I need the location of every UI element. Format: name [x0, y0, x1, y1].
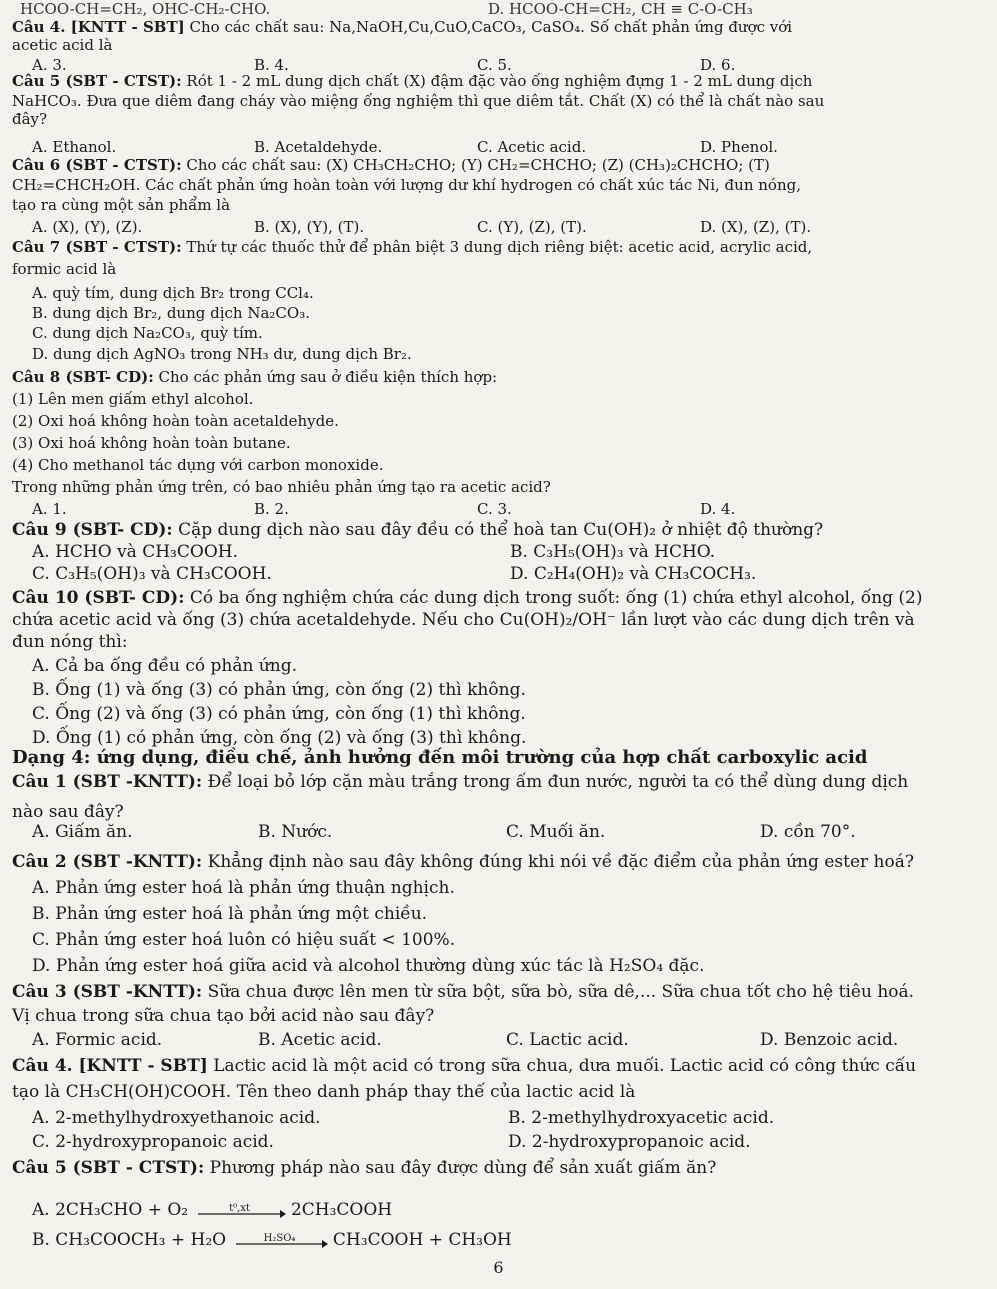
question-5a-cont: NaHCO₃. Đưa que diêm đang cháy vào miệng ống nghiệm thì que diêm tắt. Chất (X) có thể là chất nào sau [12, 92, 825, 110]
question-label: Câu 8 (SBT- CD): [12, 368, 154, 386]
question-5a-cont2: đây? [12, 110, 48, 128]
question-4a [12, 18, 792, 36]
question-label: Câu 1 (SBT -KNTT): [12, 772, 203, 792]
question-text: Thứ tự các thuốc thử để phân biệt 3 dung dịch riêng biệt: acetic acid, acrylic acid, [186, 238, 813, 256]
option-d: D. Phản ứng ester hoá giữa acid và alcohol thường dùng xúc tác là H₂SO₄ đặc. [32, 956, 705, 976]
question-10-cont: chứa acetic acid và ống (3) chứa acetaldehyde. Nếu cho Cu(OH)₂/OH⁻ lần lượt vào các dung dịch trên và [12, 610, 915, 630]
option-c: C. 2-hydroxypropanoic acid. [32, 1132, 274, 1152]
question-label: Câu 3 (SBT -KNTT): [12, 982, 203, 1002]
question-7-cont: formic acid là [12, 260, 117, 278]
arrow-icon [232, 1231, 328, 1251]
option-c: C. Phản ứng ester hoá luôn có hiệu suất < 100%. [32, 930, 456, 950]
option-b: B. Phản ứng ester hoá là phản ứng một chiều. [32, 904, 428, 924]
options-8 [32, 500, 992, 518]
option-b: B. Ống (1) và ống (3) có phản ứng, còn ống (2) thì không. [32, 680, 526, 700]
question-label: Câu 5 (SBT - CTST): [12, 72, 182, 90]
question-label: Câu 10 (SBT- CD): [12, 588, 185, 608]
question-6-cont2: tạo ra cùng một sản phẩm là [12, 196, 231, 214]
option-c: C. 3. [477, 500, 512, 518]
reaction-item-1: (1) Lên men giấm ethyl alcohol. [12, 390, 254, 408]
option-a: A. (X), (Y), (Z). [32, 218, 143, 236]
option-a: A. Phản ứng ester hoá là phản ứng thuận nghịch. [32, 878, 455, 898]
option-b: B. 2-methylhydroxyacetic acid. [508, 1108, 775, 1128]
question-1-cont: nào sau đây? [12, 802, 124, 822]
option-c: C. dung dịch Na₂CO₃, quỳ tím. [32, 324, 263, 342]
question-text: Để loại bỏ lớp cặn màu trắng trong ấm đun nước, người ta có thể dùng dung dịch [207, 772, 909, 792]
option-d: D. Ống (1) có phản ứng, còn ống (2) và ống (3) thì không. [32, 728, 527, 748]
question-1 [12, 772, 908, 792]
option-d: D. Phenol. [700, 138, 778, 156]
question-9 [12, 520, 823, 540]
reaction-item-3: (3) Oxi hoá không hoàn toàn butane. [12, 434, 291, 452]
question-5a [12, 72, 812, 90]
top-fragment-right: D. HCOO-CH=CH₂, CH ≡ C-O-CH₃ [488, 0, 753, 18]
options-1 [32, 822, 992, 842]
options-6 [32, 218, 992, 236]
option-a: A. Giấm ăn. [32, 822, 133, 842]
option-b: B. Nước. [258, 822, 333, 842]
option-d: D. Benzoic acid. [760, 1030, 899, 1050]
question-text: Phương pháp nào sau đây được dùng để sản xuất giấm ăn? [209, 1158, 717, 1178]
page-number: 6 [493, 1258, 504, 1277]
option-a: A. HCHO và CH₃COOH. [32, 542, 238, 562]
question-10 [12, 588, 923, 608]
question-label: Câu 2 (SBT -KNTT): [12, 852, 203, 872]
question-6 [12, 156, 770, 174]
options-5a [32, 138, 992, 156]
question-text: Cặp dung dịch nào sau đây đều có thể hoà tan Cu(OH)₂ ở nhiệt độ thường? [178, 520, 824, 540]
reaction-condition: H₂SO₄ [263, 1232, 296, 1244]
option-a: A. 2-methylhydroxyethanoic acid. [32, 1108, 321, 1128]
option-b-equation [32, 1230, 512, 1251]
option-c: C. (Y), (Z), (T). [477, 218, 587, 236]
option-c: C. Muối ăn. [506, 822, 606, 842]
option-b: B. C₃H₅(OH)₃ và HCHO. [510, 542, 716, 562]
question-label: Câu 5 (SBT - CTST): [12, 1158, 205, 1178]
reaction-item-2: (2) Oxi hoá không hoàn toàn acetaldehyde. [12, 412, 339, 430]
question-4b-cont: tạo là CH₃CH(OH)COOH. Tên theo danh pháp thay thế của lactic acid là [12, 1082, 636, 1102]
option-a-equation [32, 1200, 392, 1221]
options-9-row1 [32, 542, 992, 562]
question-text: Cho các chất sau: (X) CH₃CH₂CHO; (Y) CH₂=CHCHO; (Z) (CH₃)₂CHCHO; (T) [186, 156, 770, 174]
option-a: A. 1. [32, 500, 67, 518]
option-b: B. Acetaldehyde. [254, 138, 383, 156]
option-b: B. 4. [254, 56, 289, 74]
option-c: C. Lactic acid. [506, 1030, 629, 1050]
option-d: D. 6. [700, 56, 736, 74]
option-b: B. 2. [254, 500, 289, 518]
options-9-row2 [32, 564, 992, 584]
option-d: D. dung dịch AgNO₃ trong NH₃ dư, dung dịch Br₂. [32, 345, 412, 363]
option-d: D. 2-hydroxypropanoic acid. [508, 1132, 751, 1152]
reaction-arrow [232, 1231, 328, 1251]
question-text: Cho các phản ứng sau ở điều kiện thích hợp: [158, 368, 498, 386]
section-title: Dạng 4: ứng dụng, điều chế, ảnh hưởng đến môi trường của hợp chất carboxylic acid [12, 747, 868, 768]
question-text: Lactic acid là một acid có trong sữa chua, dưa muối. Lactic acid có công thức cấu [213, 1056, 917, 1076]
option-d: D. 4. [700, 500, 736, 518]
option-a: A. 3. [32, 56, 67, 74]
options-4b-row1 [32, 1108, 992, 1128]
question-text: Cho các chất sau: Na,NaOH,Cu,CuO,CaCO₃, CaSO₄. Số chất phản ứng được với [189, 18, 793, 36]
question-text: Rót 1 - 2 mL dung dịch chất (X) đậm đặc vào ống nghiệm đựng 1 - 2 mL dung dịch [186, 72, 813, 90]
reactants: B. CH₃COOCH₃ + H₂O [32, 1230, 227, 1250]
question-2 [12, 852, 914, 872]
question-label: Câu 7 (SBT - CTST): [12, 238, 182, 256]
products: 2CH₃COOH [290, 1200, 393, 1220]
question-5b [12, 1158, 716, 1178]
question-4a-cont: acetic acid là [12, 36, 113, 54]
question-10-cont2: đun nóng thì: [12, 632, 128, 652]
question-8-cont: Trong những phản ứng trên, có bao nhiêu phản ứng tạo ra acetic acid? [12, 478, 551, 496]
question-8 [12, 368, 497, 386]
arrow-icon [194, 1201, 286, 1221]
option-d: D. cồn 70°. [760, 822, 856, 842]
option-d: D. C₂H₄(OH)₂ và CH₃COCH₃. [510, 564, 757, 584]
question-label: Câu 9 (SBT- CD): [12, 520, 173, 540]
question-label: Câu 6 (SBT - CTST): [12, 156, 182, 174]
question-text: Khẳng định nào sau đây không đúng khi nói về đặc điểm của phản ứng ester hoá? [207, 852, 914, 872]
options-4b-row2 [32, 1132, 992, 1152]
option-c: C. Acetic acid. [477, 138, 587, 156]
question-7 [12, 238, 812, 256]
reaction-item-4: (4) Cho methanol tác dụng với carbon monoxide. [12, 456, 384, 474]
option-a: A. Ethanol. [32, 138, 117, 156]
question-3-cont: Vị chua trong sữa chua tạo bởi acid nào sau đây? [12, 1006, 435, 1026]
option-b: B. dung dịch Br₂, dung dịch Na₂CO₃. [32, 304, 310, 322]
option-a: A. Formic acid. [32, 1030, 163, 1050]
option-b: B. Acetic acid. [258, 1030, 382, 1050]
question-3 [12, 982, 914, 1002]
options-3 [32, 1030, 992, 1050]
reaction-condition: t⁰,xt [229, 1202, 250, 1214]
top-fragment-left: HCOO-CH=CH₂, OHC-CH₂-CHO. [20, 0, 271, 18]
question-4b [12, 1056, 916, 1076]
option-c: C. Ống (2) và ống (3) có phản ứng, còn ống (1) thì không. [32, 704, 526, 724]
reaction-arrow [194, 1201, 286, 1221]
question-label: Câu 4. [KNTT - SBT] [12, 1056, 208, 1076]
question-6-cont: CH₂=CHCH₂OH. Các chất phản ứng hoàn toàn với lượng dư khí hydrogen có chất xúc tác Ni, đun nóng, [12, 176, 801, 194]
question-text: Sữa chua được lên men từ sữa bột, sữa bò, sữa dê,... Sữa chua tốt cho hệ tiêu hoá. [207, 982, 915, 1002]
option-a: A. Cả ba ống đều có phản ứng. [32, 656, 298, 676]
option-a: A. quỳ tím, dung dịch Br₂ trong CCl₄. [32, 284, 314, 302]
question-label: Câu 4. [KNTT - SBT] [12, 18, 185, 36]
option-c: C. C₃H₅(OH)₃ và CH₃COOH. [32, 564, 272, 584]
question-text: Có ba ống nghiệm chứa các dung dịch trong suốt: ống (1) chứa ethyl alcohol, ống (2) [189, 588, 923, 608]
option-d: D. (X), (Z), (T). [700, 218, 812, 236]
reactants: A. 2CH₃CHO + O₂ [32, 1200, 189, 1220]
option-c: C. 5. [477, 56, 512, 74]
option-b: B. (X), (Y), (T). [254, 218, 365, 236]
products: CH₃COOH + CH₃OH [332, 1230, 512, 1250]
